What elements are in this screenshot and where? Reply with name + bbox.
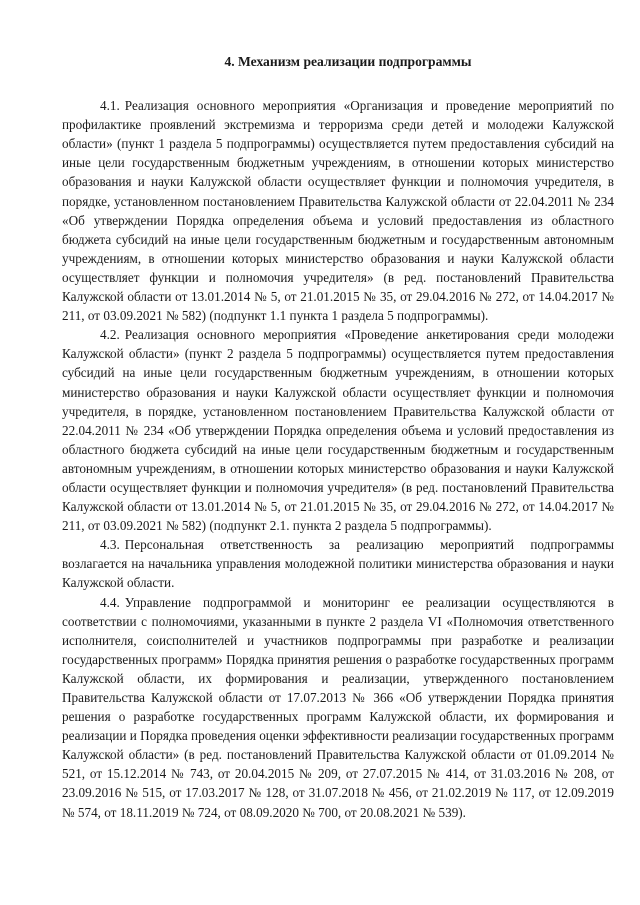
paragraph-number: 4.4. bbox=[100, 594, 120, 610]
paragraph-text: Персональная ответственность за реализацию мероприятий подпрограммы возлагается на начальника управления молодежной политики министерства образования и науки Калужской области. bbox=[62, 537, 614, 591]
paragraph-number: 4.3. bbox=[100, 537, 120, 553]
paragraph-4-2 bbox=[62, 325, 614, 535]
paragraph-number: 4.2. bbox=[100, 327, 120, 343]
document-page bbox=[62, 52, 614, 822]
paragraph-4-1 bbox=[62, 96, 614, 325]
paragraph-4-3 bbox=[62, 535, 614, 592]
paragraph-text: Реализация основного мероприятия «Проведение анкетирования среди молодежи Калужской области» (пункт 2 раздела 5 подпрограммы) осуществляется путем предоставления субсидий на иные цели государственным бюджетным учреждениям, в отношении которых министерство образования и науки Калужской области осуществляет функции и полномочия учредителя, в порядке, установленном постановлением Правительства Калужской области от 22.04.2011 № 234 «Об утверждении Порядка определения объема и условий предоставления из областного бюджета субсидий на иные цели государственным бюджетным и государственным автономным учреждениям, в отношении которых министерство образования и науки Калужской области осуществляет функции и полномочия учредителя» (в ред. постановлений Правительства Калужской области от 13.01.2014 № 5, от 21.01.2015 № 35, от 29.04.2016 № 272, от 14.04.2017 № 211, от 03.09.2021 № 582) (подпункт 2.1. пункта 2 раздела 5 подпрограммы). bbox=[62, 327, 614, 534]
paragraph-number: 4.1. bbox=[100, 98, 120, 114]
section-title: 4. Механизм реализации подпрограммы bbox=[224, 54, 472, 69]
paragraph-4-4 bbox=[62, 593, 614, 822]
paragraph-text: Реализация основного мероприятия «Организация и проведение мероприятий по профилактике проявлений экстремизма и терроризма среди детей и молодежи Калужской области» (пункт 1 раздела 5 подпрограммы) осуществляется путем предоставления субсидий на иные цели государственным бюджетным учреждениям, в отношении которых министерство образования и науки Калужской области осуществляет функции и полномочия учредителя, в порядке, установленном постановлением Правительства Калужской области от 22.04.2011 № 234 «Об утверждении Порядка определения объема и условий предоставления из областного бюджета субсидий на иные цели государственным бюджетным и государственным автономным учреждениям, в отношении которых министерство образования и науки Калужской области осуществляет функции и полномочия учредителя» (в ред. постановлений Правительства Калужской области от 13.01.2014 № 5, от 21.01.2015 № 35, от 29.04.2016 № 272, от 14.04.2017 № 211, от 03.09.2021 № 582) (подпункт 1.1 пункта 1 раздела 5 подпрограммы). bbox=[62, 98, 614, 324]
paragraph-text: Управление подпрограммой и мониторинг ее реализации осуществляются в соответствии с полномочиями, указанными в пункте 2 раздела VI «Полномочия ответственного исполнителя, соисполнителей и участников подпрограммы при разработке и реализации государственных программ» Порядка принятия решения о разработке государственных программ Калужской области, их формирования и реализации, утвержденного постановлением Правительства Калужской области от 17.07.2013 № 366 «Об утверждении Порядка принятия решения о разработке государственных программ Калужской области, их формирования и реализации и Порядка проведения оценки эффективности реализации государственных программ Калужской области» (в ред. постановлений Правительства Калужской области от 01.09.2014 № 521, от 15.12.2014 № 743, от 20.04.2015 № 209, от 27.07.2015 № 414, от 31.03.2016 № 208, от 23.09.2016 № 515, от 17.03.2017 № 128, от 31.07.2018 № 456, от 21.02.2019 № 117, от 12.09.2019 № 574, от 18.11.2019 № 724, от 08.09.2020 № 700, от 20.08.2021 № 539). bbox=[62, 594, 614, 820]
